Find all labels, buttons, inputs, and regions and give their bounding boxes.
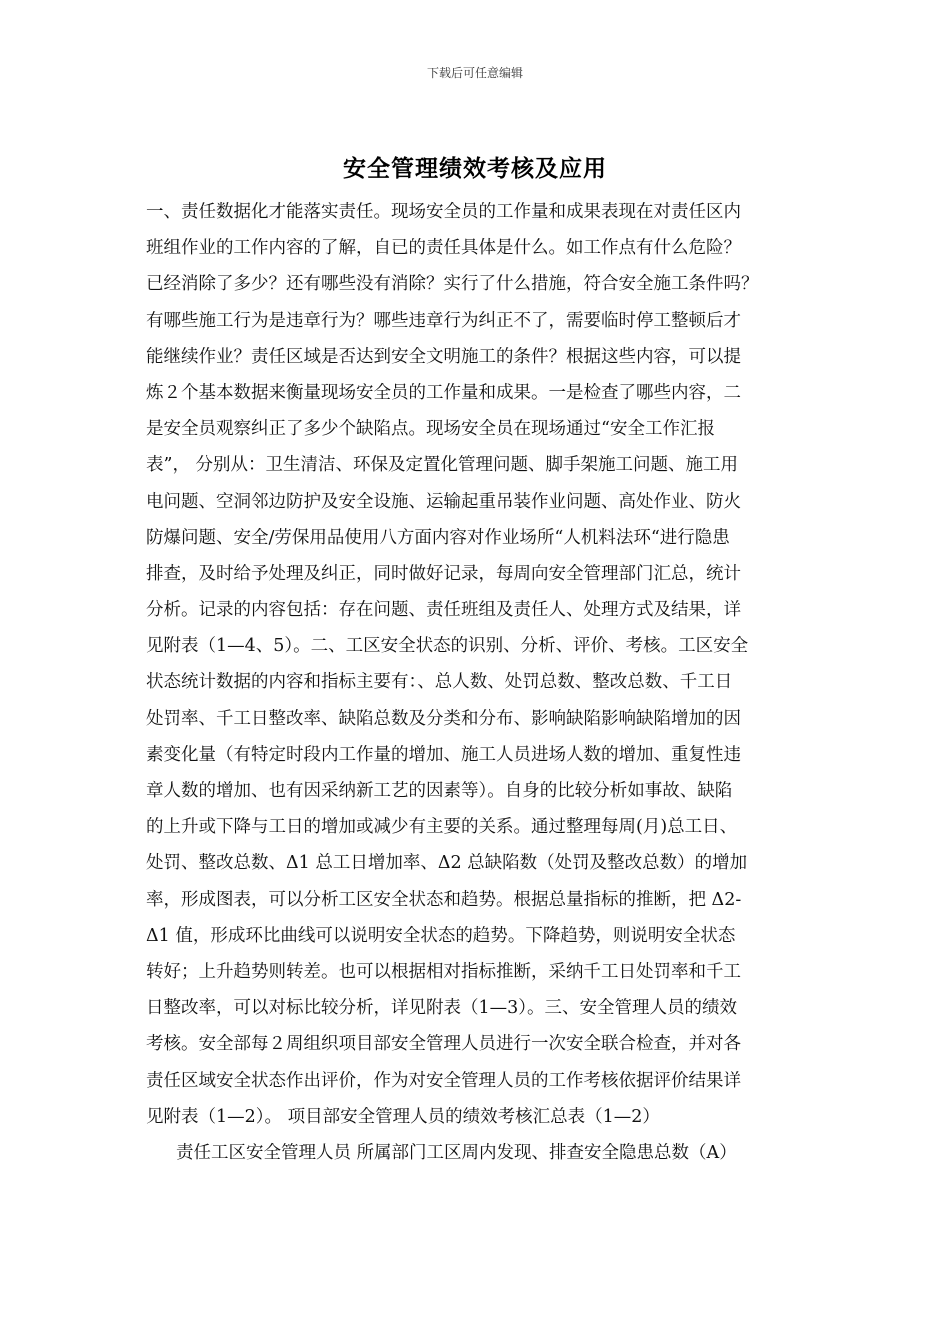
document-body <box>146 194 812 1171</box>
header-note: 下载后可任意编辑 <box>426 66 523 80</box>
body-line: 状态统计数据的内容和指标主要有：、总人数、处罚总数、整改总数、千工日 <box>146 672 733 693</box>
body-line: 章人数的增加、也有因采纳新工艺的因素等）。自身的比较分析如事故、缺陷 <box>146 781 733 801</box>
body-line: 能继续作业？责任区域是否达到安全文明施工的条件？根据这些内容，可以提 <box>146 346 741 367</box>
body-line: 表”， 分别从：卫生清洁、环保及定置化管理问题、脚手架施工问题、施工用 <box>146 455 739 476</box>
body-line: 防爆问题、安全/劳保用品使用八方面内容对作业场所“人机料法环“进行隐患 <box>146 527 730 548</box>
body-line: 是安全员观察纠正了多少个缺陷点。现场安全员在现场通过“安全工作汇报 <box>146 419 715 440</box>
body-line: 日整改率，可以对标比较分析，详见附表（1—3）。三、安全管理人员的绩效 <box>146 998 738 1019</box>
body-line: 处罚率、千工日整改率、缺陷总数及分类和分布、影响缺陷影响缺陷增加的因 <box>146 708 741 729</box>
body-line: 电问题、空洞邻边防护及安全设施、运输起重吊装作业问题、高处作业、防火 <box>146 491 741 512</box>
body-line: 转好；上升趋势则转差。也可以根据相对指标推断，采纳千工日处罚率和千工 <box>146 961 741 982</box>
body-line: 见附表（1—2）。 项目部安全管理人员的绩效考核汇总表（1—2） <box>146 1106 660 1127</box>
document-title: 安全管理绩效考核及应用 <box>343 156 607 182</box>
body-line: 处罚、整改总数、Δ1 总工日增加率、Δ2 总缺陷数（处罚及整改总数）的增加 <box>146 853 748 874</box>
body-line: 率，形成图表，可以分析工区安全状态和趋势。根据总量指标的推断，把 Δ2- <box>146 889 742 910</box>
body-line: 已经消除了多少？还有哪些没有消除？实行了什么措施，符合安全施工条件吗？ <box>146 274 759 295</box>
body-line: 炼２个基本数据来衡量现场安全员的工作量和成果。一是检查了哪些内容，二 <box>146 382 741 403</box>
body-line: 的上升或下降与工日的增加或减少有主要的关系。通过整理每周(月)总工日、 <box>146 817 738 838</box>
body-line: 素变化量（有特定时段内工作量的增加、施工人员进场人数的增加、重复性违 <box>146 744 741 765</box>
body-line: 分析。记录的内容包括：存在问题、责任班组及责任人、处理方式及结果，详 <box>146 600 741 621</box>
body-line: 班组作业的工作内容的了解，自已的责任具体是什么。如工作点有什么危险？ <box>146 238 741 259</box>
body-line: 责任区域安全状态作出评价，作为对安全管理人员的工作考核依据评价结果详 <box>146 1070 741 1091</box>
body-line: 见附表（1—4、5）。二、工区安全状态的识别、分析、评价、考核。工区安全 <box>146 636 749 657</box>
body-line: Δ1 值，形成环比曲线可以说明安全状态的趋势。下降趋势，则说明安全状态 <box>146 925 736 946</box>
body-line: 考核。安全部每２周组织项目部安全管理人员进行一次安全联合检查，并对各 <box>146 1034 741 1055</box>
body-line: 一、责任数据化才能落实责任。现场安全员的工作量和成果表现在对责任区内 <box>146 202 741 222</box>
body-line: 有哪些施工行为是违章行为？哪些违章行为纠正不了，需要临时停工整顿后才 <box>146 310 741 331</box>
body-line: 排查，及时给予处理及纠正，同时做好记录，每周向安全管理部门汇总，统计 <box>146 563 741 584</box>
table-header-line: 责任工区安全管理人员 所属部门工区周内发现、排查安全隐患总数（A） <box>176 1142 737 1163</box>
